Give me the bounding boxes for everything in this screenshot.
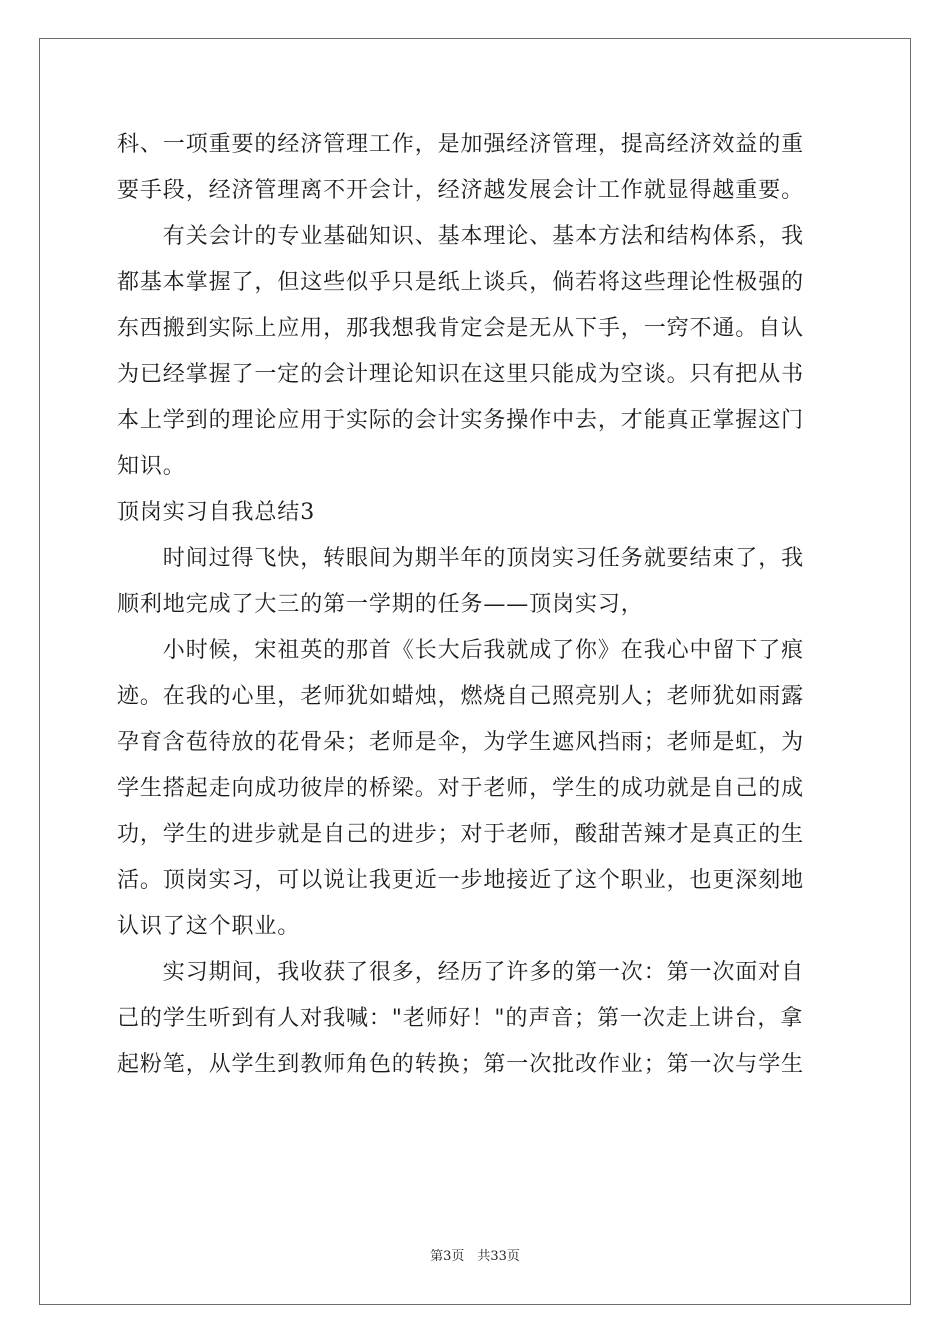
text-line: 实习期间，我收获了很多，经历了许多的第一次：第一次面对自	[117, 960, 805, 985]
text-line: 孕育含苞待放的花骨朵；老师是伞，为学生遮风挡雨；老师是虹，为	[117, 730, 805, 755]
text-line: 小时候，宋祖英的那首《长大后我就成了你》在我心中留下了痕	[117, 638, 805, 663]
text-line: 功，学生的进步就是自己的进步；对于老师，酸甜苦辣才是真正的生	[117, 822, 805, 847]
text-line: 活。顶岗实习，可以说让我更近一步地接近了这个职业，也更深刻地	[117, 868, 805, 893]
text-line: 都基本掌握了，但这些似乎只是纸上谈兵，倘若将这些理论性极强的	[117, 270, 805, 295]
page-footer: 第3页 共33页	[430, 1249, 520, 1264]
text-line: 认识了这个职业。	[117, 914, 301, 939]
text-line: 为已经掌握了一定的会计理论知识在这里只能成为空谈。只有把从书	[117, 362, 805, 387]
text-line: 学生搭起走向成功彼岸的桥梁。对于老师，学生的成功就是自己的成	[117, 776, 805, 801]
text-line: 有关会计的专业基础知识、基本理论、基本方法和结构体系，我	[117, 224, 805, 249]
text-line: 己的学生听到有人对我喊："老师好！"的声音；第一次走上讲台，拿	[117, 1006, 804, 1031]
text-line: 时间过得飞快，转眼间为期半年的顶岗实习任务就要结束了，我	[117, 546, 805, 571]
text-line: 起粉笔，从学生到教师角色的转换；第一次批改作业；第一次与学生	[117, 1052, 805, 1077]
text-line: 东西搬到实际上应用，那我想我肯定会是无从下手，一窍不通。自认	[117, 316, 805, 341]
text-line: 本上学到的理论应用于实际的会计实务操作中去，才能真正掌握这门	[117, 408, 805, 433]
text-line: 顺利地完成了大三的第一学期的任务——顶岗实习，	[117, 592, 644, 617]
text-line: 知识。	[117, 454, 186, 479]
text-line: 要手段，经济管理离不开会计，经济越发展会计工作就显得越重要。	[117, 178, 805, 203]
text-line: 科、一项重要的经济管理工作，是加强经济管理，提高经济效益的重	[117, 132, 805, 157]
text-line: 迹。在我的心里，老师犹如蜡烛，燃烧自己照亮别人；老师犹如雨露	[117, 684, 805, 709]
text-line: 顶岗实习自我总结3	[117, 500, 316, 525]
